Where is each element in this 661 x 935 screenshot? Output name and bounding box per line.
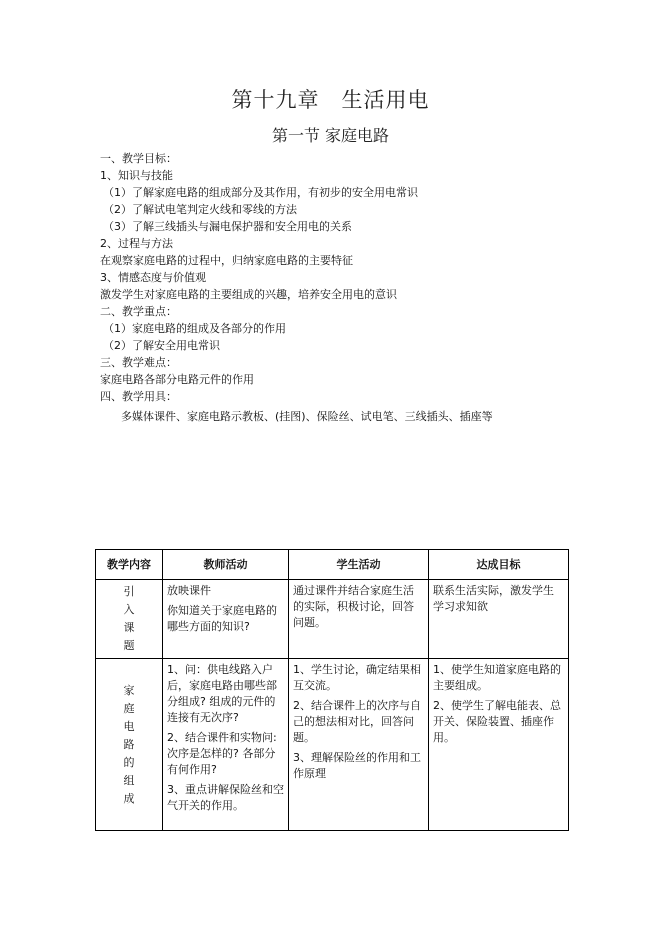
content-char: 课: [123, 621, 135, 634]
cell-content: [96, 659, 163, 831]
outline-line: 激发学生对家庭电路的主要组成的兴趣，培养安全用电的意识: [100, 288, 397, 301]
outline-line: 2、过程与方法: [100, 237, 173, 250]
outline-line: 多媒体课件、家庭电路示教板、(挂图)、保险丝、试电笔、三线插头、插座等: [121, 410, 493, 423]
header-content: 教学内容: [96, 550, 163, 580]
content-char: 题: [123, 639, 135, 652]
outline-line: 二、教学重点：: [100, 305, 177, 318]
student-text: 1、学生讨论，确定结果相互交流。: [293, 663, 421, 692]
outline-line: （3）了解三线插头与漏电保护器和安全用电的关系: [103, 220, 352, 233]
content-char: 的: [123, 755, 135, 769]
section-title: 第一节 家庭电路: [271, 126, 390, 145]
content-char: 入: [123, 603, 135, 616]
outline-line: 1、知识与技能: [100, 169, 173, 182]
header-teacher: 教师活动: [163, 550, 289, 580]
content-char: 路: [123, 737, 135, 751]
content-char: 引: [123, 585, 135, 598]
outline-line: （1）了解家庭电路的组成部分及其作用，有初步的安全用电常识: [103, 186, 418, 199]
cell-teacher: [163, 580, 289, 659]
table-row: [96, 659, 569, 831]
header-student: 学生活动: [289, 550, 429, 580]
student-text: 2、结合课件上的次序与自己的想法相对比，回答问题。: [293, 699, 421, 744]
cell-teacher: [163, 659, 289, 831]
outline-line: （2）了解安全用电常识: [103, 339, 220, 352]
cell-goal: [429, 580, 569, 659]
outline-line: 3、情感态度与价值观: [100, 271, 206, 284]
teacher-text: 3、重点讲解保险丝和空气开关的作用。: [167, 783, 284, 812]
goal-text: 2、使学生了解电能表、总开关、保险装置、插座作用。: [433, 699, 561, 744]
content-char: 庭: [123, 701, 135, 715]
teacher-text: 放映课件: [167, 584, 211, 597]
outline-line: 在观察家庭电路的过程中，归纳家庭电路的主要特征: [100, 254, 353, 267]
outline-line: 三、教学难点：: [100, 356, 177, 369]
content-char: 电: [123, 719, 135, 733]
content-char: 成: [123, 791, 135, 805]
cell-goal: [429, 659, 569, 831]
lesson-table: [95, 549, 569, 831]
student-text: 3、理解保险丝的作用和工作原理: [293, 751, 421, 780]
content-char: 家: [123, 683, 135, 697]
outline-line: 四、教学用具：: [100, 390, 177, 403]
goal-text: 联系生活实际，激发学生学习求知欲: [433, 584, 554, 613]
content-char: 组: [123, 773, 135, 787]
teacher-text: 2、结合课件和实物问: 次序是怎样的? 各部分有何作用?: [167, 731, 277, 776]
outline-line: 一、教学目标：: [100, 152, 177, 165]
table-header-row: [96, 550, 569, 580]
outline-line: （1）家庭电路的组成及各部分的作用: [103, 322, 286, 335]
cell-content: [96, 580, 163, 659]
cell-student: [289, 659, 429, 831]
student-text: 通过课件并结合家庭生活的实际，积极讨论，回答问题。: [293, 584, 414, 629]
chapter-title: 第十九章 生活用电: [231, 88, 430, 112]
teacher-text: 1、问：供电线路入户后，家庭电路由哪些部分组成? 组成的元件的连接有无次序?: [167, 663, 277, 724]
outline-line: 家庭电路各部分电路元件的作用: [100, 373, 254, 386]
teacher-text: 你知道关于家庭电路的哪些方面的知识?: [167, 604, 277, 633]
goal-text: 1、使学生知道家庭电路的主要组成。: [433, 663, 561, 692]
cell-student: [289, 580, 429, 659]
outline-line: （2）了解试电笔判定火线和零线的方法: [103, 203, 297, 216]
header-goal: 达成目标: [429, 550, 569, 580]
table-row: [96, 580, 569, 659]
